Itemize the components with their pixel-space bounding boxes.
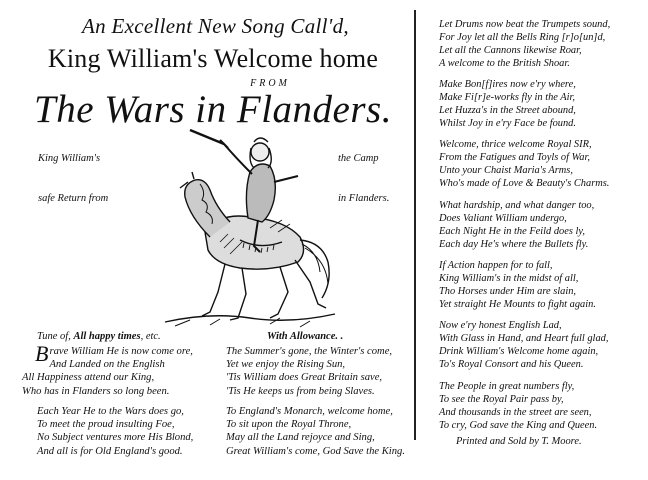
king-on-horseback-woodcut-icon (150, 122, 340, 332)
verse-line: And all is for Old England's good. (37, 445, 183, 457)
verse-line: Who has in Flanders so long been. (22, 385, 170, 397)
verse-line: All Happiness attend our King, (22, 372, 155, 384)
right-stanza-5 (439, 259, 596, 311)
verse-line: To meet the proud insulting Foe, (37, 419, 175, 431)
caption-left-top: King William's (38, 153, 101, 164)
right-stanza-7 (439, 380, 597, 432)
left-stanza-1 (22, 341, 193, 398)
verse-line: Who's made of Love & Beauty's Charms. (439, 178, 610, 189)
verse-line: To sit upon the Royal Throne, (226, 419, 352, 431)
verse-line: Unto your Chaist Maria's Arms, (439, 165, 573, 176)
drop-cap: B (35, 341, 49, 366)
verse-line: Whilst Joy in e'ry Face be found. (439, 118, 576, 129)
caption-right-top: the Camp (338, 153, 379, 164)
verse-line: Make Fi[r]e-works fly in the Air, (439, 92, 576, 103)
verse-line: What hardship, and what danger too, (439, 200, 595, 211)
verse-line: rave William He is now come ore, (49, 346, 193, 357)
verse-line: May all the Land rejoyce and Sing, (226, 432, 375, 444)
verse-line: Yet straight He Mounts to fight again. (439, 299, 596, 310)
right-stanza-2 (439, 78, 576, 130)
verse-line: And Landed on the English (49, 359, 165, 371)
verse-line: To cry, God save the King and Queen. (439, 420, 598, 431)
verse-line: Each day He's where the Bullets fly. (439, 239, 589, 250)
verse-line: Let Drums now beat the Trumpets sound, (439, 19, 611, 30)
right-stanza-6 (439, 319, 608, 371)
middle-stanza-2 (226, 405, 405, 458)
verse-line: Each Year He to the Wars does go, (37, 406, 184, 417)
verse-line: If Action happen for to fall, (439, 260, 553, 271)
caption-right-bottom: in Flanders. (338, 193, 390, 204)
verse-line: With Glass in Hand, and Heart full glad, (439, 333, 609, 344)
verse-line: To England's Monarch, welcome home, (226, 406, 393, 417)
allowance-line: With Allowance. . (267, 331, 344, 342)
verse-line: And thousands in the street are seen, (439, 407, 592, 418)
verse-line: 'Tis William does Great Britain save, (226, 372, 383, 384)
printer-credit: Printed and Sold by T. Moore. (456, 436, 582, 447)
verse-line: A welcome to the British Shoar. (439, 58, 570, 69)
verse-line: No Subject ventures more His Blond, (37, 432, 194, 444)
verse-line: The People in great numbers fly, (439, 381, 575, 392)
right-stanza-1 (439, 18, 610, 70)
verse-line: Now e'ry honest English Lad, (439, 320, 562, 331)
caption-left-bottom: safe Return from (38, 193, 109, 204)
right-stanza-3 (439, 138, 609, 190)
verse-line: To see the Royal Pair pass by, (439, 394, 564, 405)
title-line-1: An Excellent New Song Call'd, (82, 14, 349, 38)
verse-line: Welcome, thrice welcome Royal SIR, (439, 139, 592, 150)
verse-line: Does Valiant William undergo, (439, 213, 567, 224)
verse-line: From the Fatigues and Toyls of War, (439, 152, 590, 163)
verse-line: Let all the Cannons likewise Roar, (439, 45, 582, 56)
right-stanza-4 (439, 199, 594, 251)
column-divider (414, 10, 416, 440)
tune-line: Tune of, All happy times, etc. (37, 331, 161, 342)
verse-line: King William's in the midst of all, (439, 273, 579, 284)
title-line-3: FROM (250, 78, 290, 89)
left-stanza-2 (37, 405, 193, 458)
middle-stanza-1 (226, 345, 392, 398)
verse-line: Make Bon[f]ires now e'ry where, (439, 79, 576, 90)
verse-line: Let Huzza's in the Street abound, (439, 105, 576, 116)
verse-line: For Joy let all the Bells Ring [r]o[un]d, (439, 32, 606, 43)
verse-line: Great William's come, God Save the King. (226, 445, 405, 457)
verse-line: Drink William's Welcome home again, (439, 346, 599, 357)
verse-line: Yet we enjoy the Rising Sun, (226, 359, 346, 371)
verse-line: 'Tis He keeps us from being Slaves. (226, 385, 375, 397)
verse-line: To's Royal Consort and his Queen. (439, 359, 584, 370)
title-line-2: King William's Welcome home (47, 44, 379, 73)
title-line-4: The Wars in Flanders. (34, 88, 392, 131)
verse-line: Each Night He in the Feild does ly, (439, 226, 586, 237)
verse-line: Tho Horses under Him are slain, (439, 286, 577, 297)
verse-line: The Summer's gone, the Winter's come, (226, 346, 393, 357)
